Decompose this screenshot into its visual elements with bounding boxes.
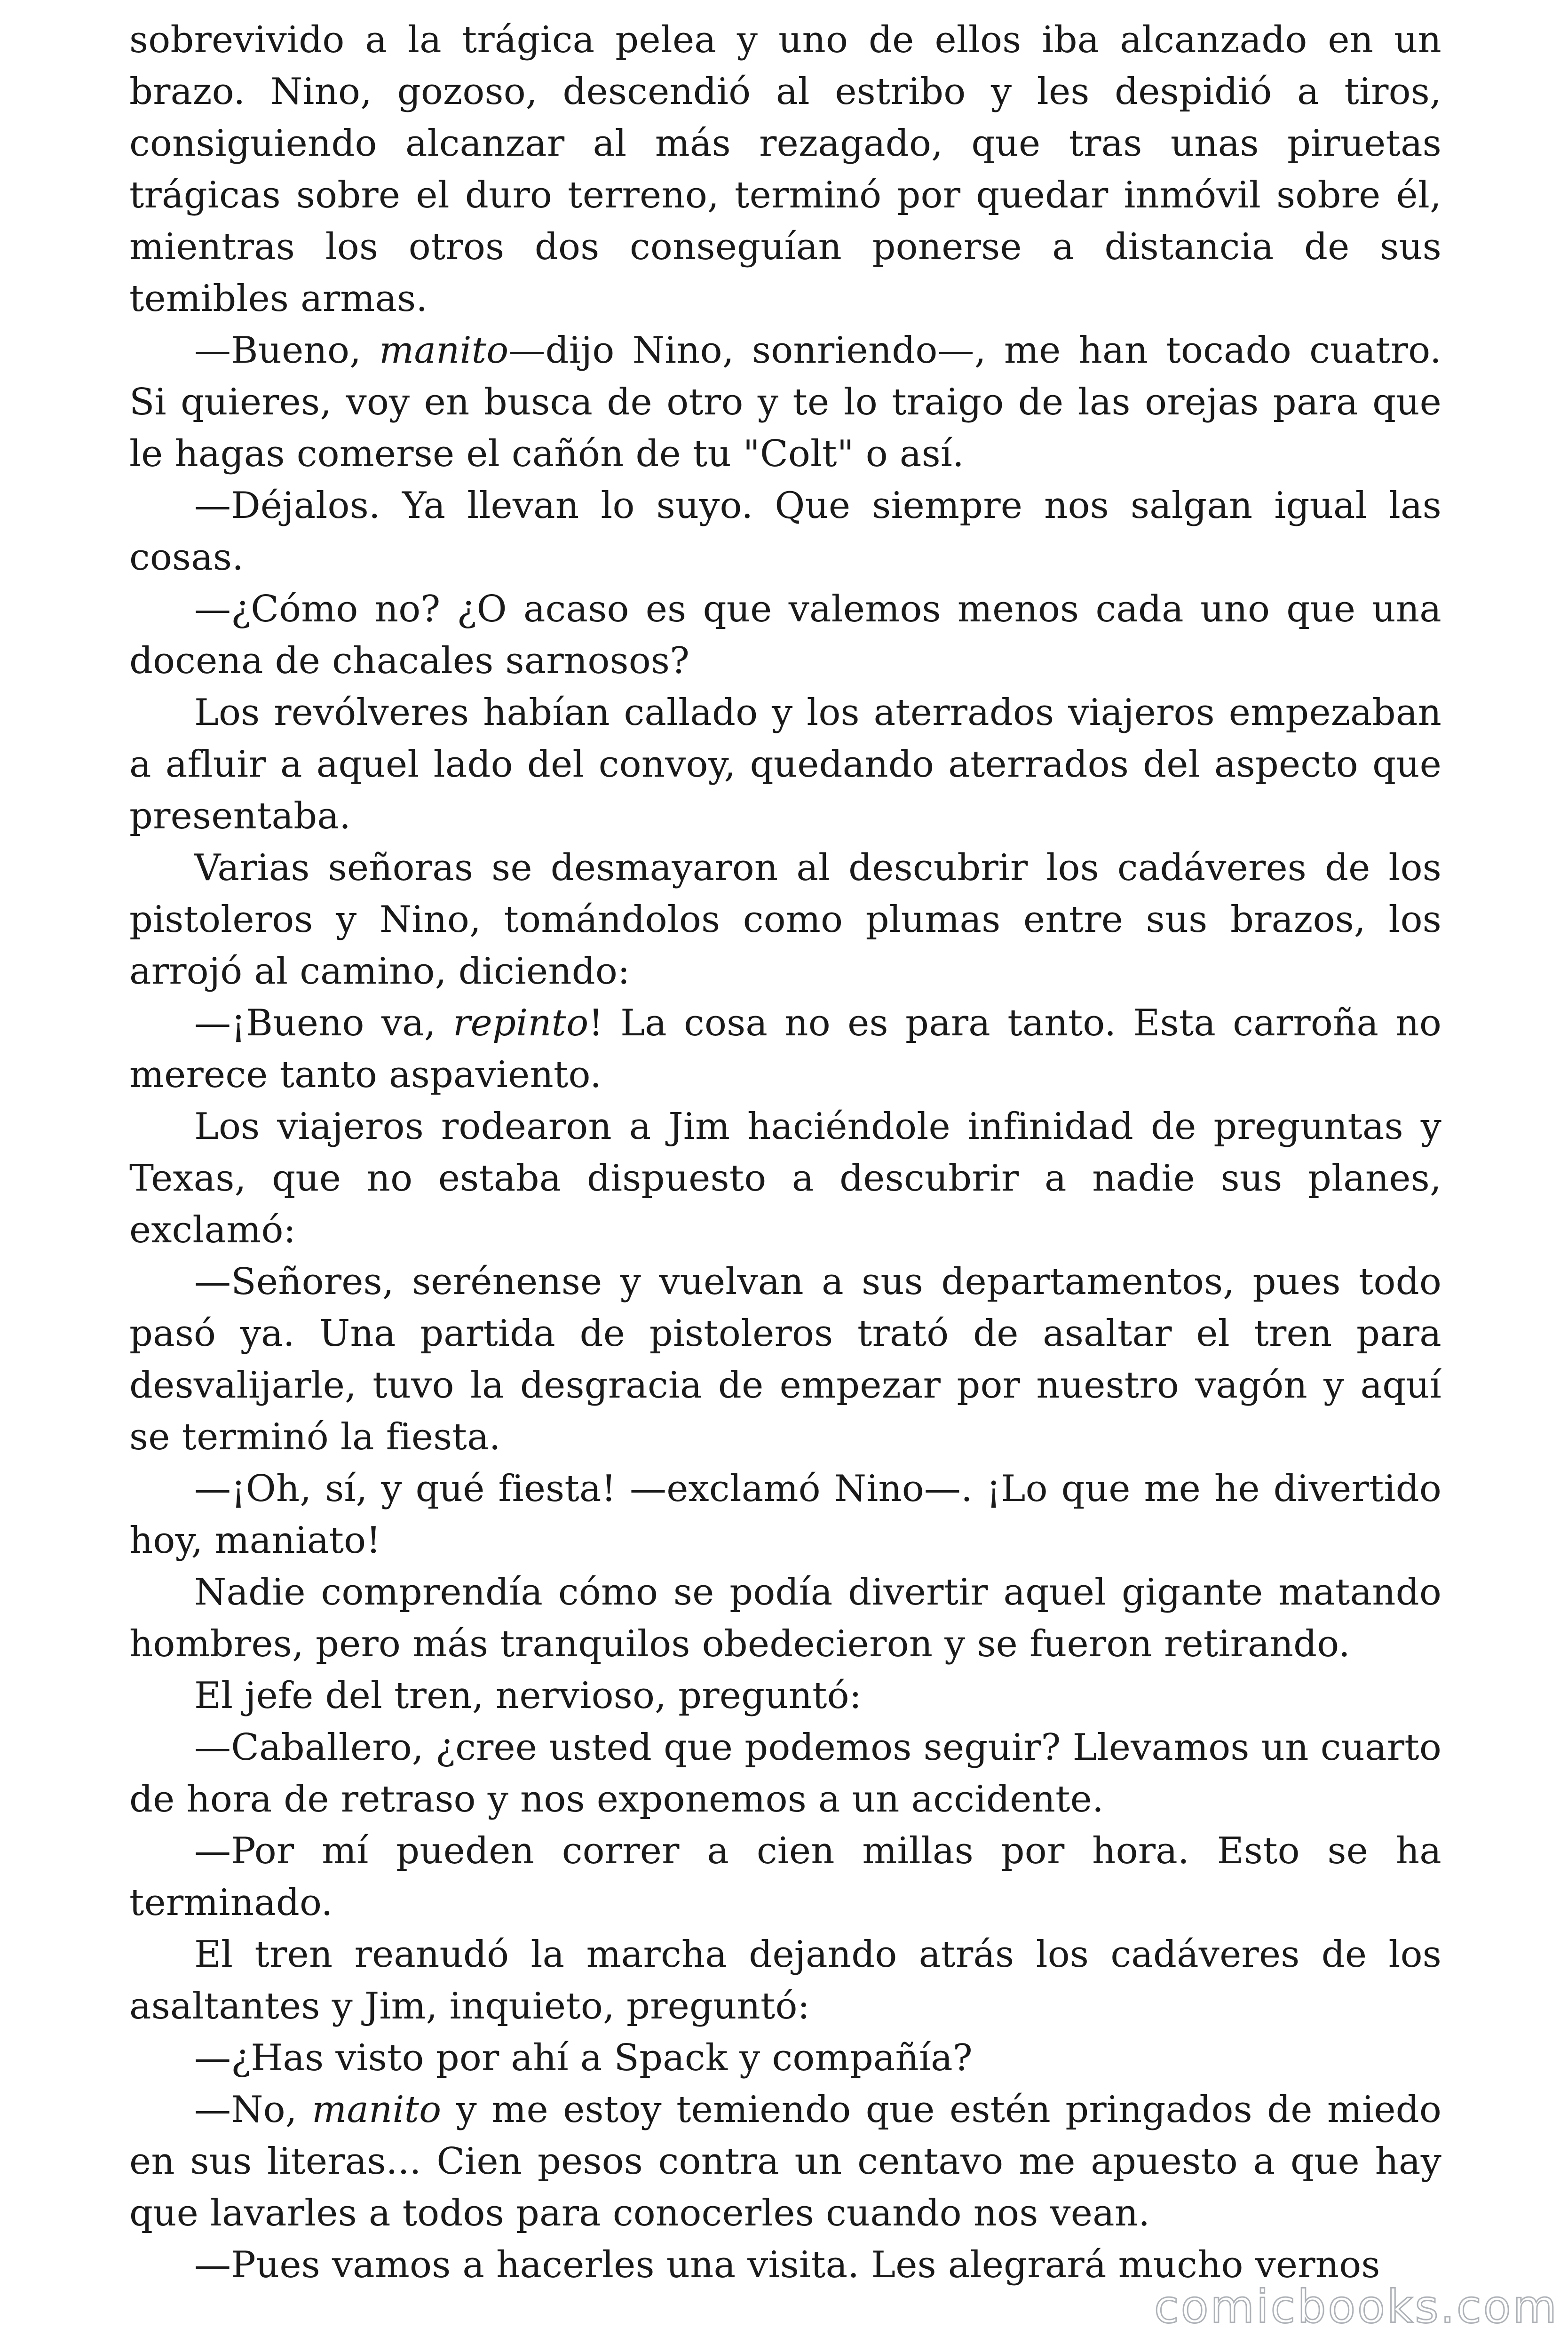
- text-run: —Pues vamos a hacerles una visita. Les alegrará mucho vernos: [194, 2244, 1380, 2286]
- paragraph: [129, 480, 1441, 583]
- italic-text: manito: [312, 2089, 442, 2131]
- text-run: sobrevivido a la trágica pelea y uno de ellos iba alcanzado en un brazo. Nino, gozoso, descendió al estribo y les despidió a tiros, consiguiendo alcanzar al más rezagado, que tras unas piruetas trágicas sobre el duro terreno, terminó por quedar inmóvil sobre él, mientras los otros dos conseguían ponerse a distancia de sus temibles armas.: [129, 19, 1441, 320]
- paragraph: [129, 1101, 1441, 1256]
- italic-text: repinto: [453, 1002, 589, 1044]
- paragraph: [129, 1722, 1441, 1825]
- italic-text: manito: [379, 329, 509, 372]
- paragraph: [129, 1929, 1441, 2032]
- text-run: —Señores, serénense y vuelvan a sus departamentos, pues todo pasó ya. Una partida de pistoleros trató de asaltar el tren para desvalijarle, tuvo la desgracia de empezar por nuestro vagón y aquí se terminó la fiesta.: [129, 1261, 1441, 1458]
- paragraph: [129, 842, 1441, 997]
- text-run: El tren reanudó la marcha dejando atrás los cadáveres de los asaltantes y Jim, inquieto, preguntó:: [129, 1933, 1441, 2027]
- text-run: —Caballero, ¿cree usted que podemos seguir? Llevamos un cuarto de hora de retraso y nos exponemos a un accidente.: [129, 1726, 1441, 1820]
- body-text: [129, 14, 1441, 2291]
- paragraph: [129, 1825, 1441, 1929]
- paragraph: [129, 1463, 1441, 1566]
- paragraph: [129, 997, 1441, 1101]
- text-run: —Déjalos. Ya llevan lo suyo. Que siempre nos salgan igual las cosas.: [129, 485, 1441, 579]
- text-run: ! La cosa no es para tanto. Esta carroña no merece tanto aspaviento.: [129, 1002, 1441, 1096]
- paragraph: [129, 583, 1441, 687]
- paragraph: [129, 687, 1441, 842]
- paragraph: [129, 325, 1441, 480]
- text-run: —Por mí pueden correr a cien millas por hora. Esto se ha terminado.: [129, 1830, 1441, 1924]
- text-run: Nadie comprendía cómo se podía divertir aquel gigante matando hombres, pero más tranquilos obedecieron y se fueron retirando.: [129, 1571, 1441, 1665]
- paragraph: [129, 2032, 1441, 2084]
- watermark-logo: comicbooks.com: [1154, 2280, 1559, 2333]
- text-run: y me estoy temiendo que estén pringados de miedo en sus literas... Cien pesos contra un centavo me apuesto a que hay que lavarles a todos para conocerles cuando nos vean.: [129, 2089, 1441, 2234]
- text-run: El jefe del tren, nervioso, preguntó:: [194, 1675, 862, 1717]
- paragraph: [129, 2084, 1441, 2239]
- text-run: —¿Has visto por ahí a Spack y compañía?: [194, 2037, 973, 2079]
- text-run: Los viajeros rodearon a Jim haciéndole infinidad de preguntas y Texas, que no estaba dispuesto a descubrir a nadie sus planes, exclamó:: [129, 1105, 1441, 1251]
- paragraph: [129, 1670, 1441, 1722]
- text-run: —Bueno,: [194, 329, 380, 372]
- text-run: —dijo Nino, sonriendo—, me han tocado cuatro. Si quieres, voy en busca de otro y te lo traigo de las orejas para que le hagas comerse el cañón de tu "Colt" o así.: [129, 329, 1441, 475]
- text-run: Varias señoras se desmayaron al descubrir los cadáveres de los pistoleros y Nino, tomándolos como plumas entre sus brazos, los arrojó al camino, diciendo:: [129, 847, 1441, 993]
- text-run: —¿Cómo no? ¿O acaso es que valemos menos cada uno que una docena de chacales sarnosos?: [129, 588, 1441, 682]
- paragraph: [129, 14, 1441, 325]
- paragraph: [129, 1566, 1441, 1670]
- text-run: Los revólveres habían callado y los aterrados viajeros empezaban a afluir a aquel lado del convoy, quedando aterrados del aspecto que presentaba.: [129, 691, 1441, 837]
- text-run: —¡Oh, sí, y qué fiesta! —exclamó Nino—. ¡Lo que me he divertido hoy, maniato!: [129, 1468, 1441, 1562]
- paragraph: [129, 1256, 1441, 1463]
- text-run: —¡Bueno va,: [194, 1002, 453, 1044]
- text-run: —No,: [194, 2089, 312, 2131]
